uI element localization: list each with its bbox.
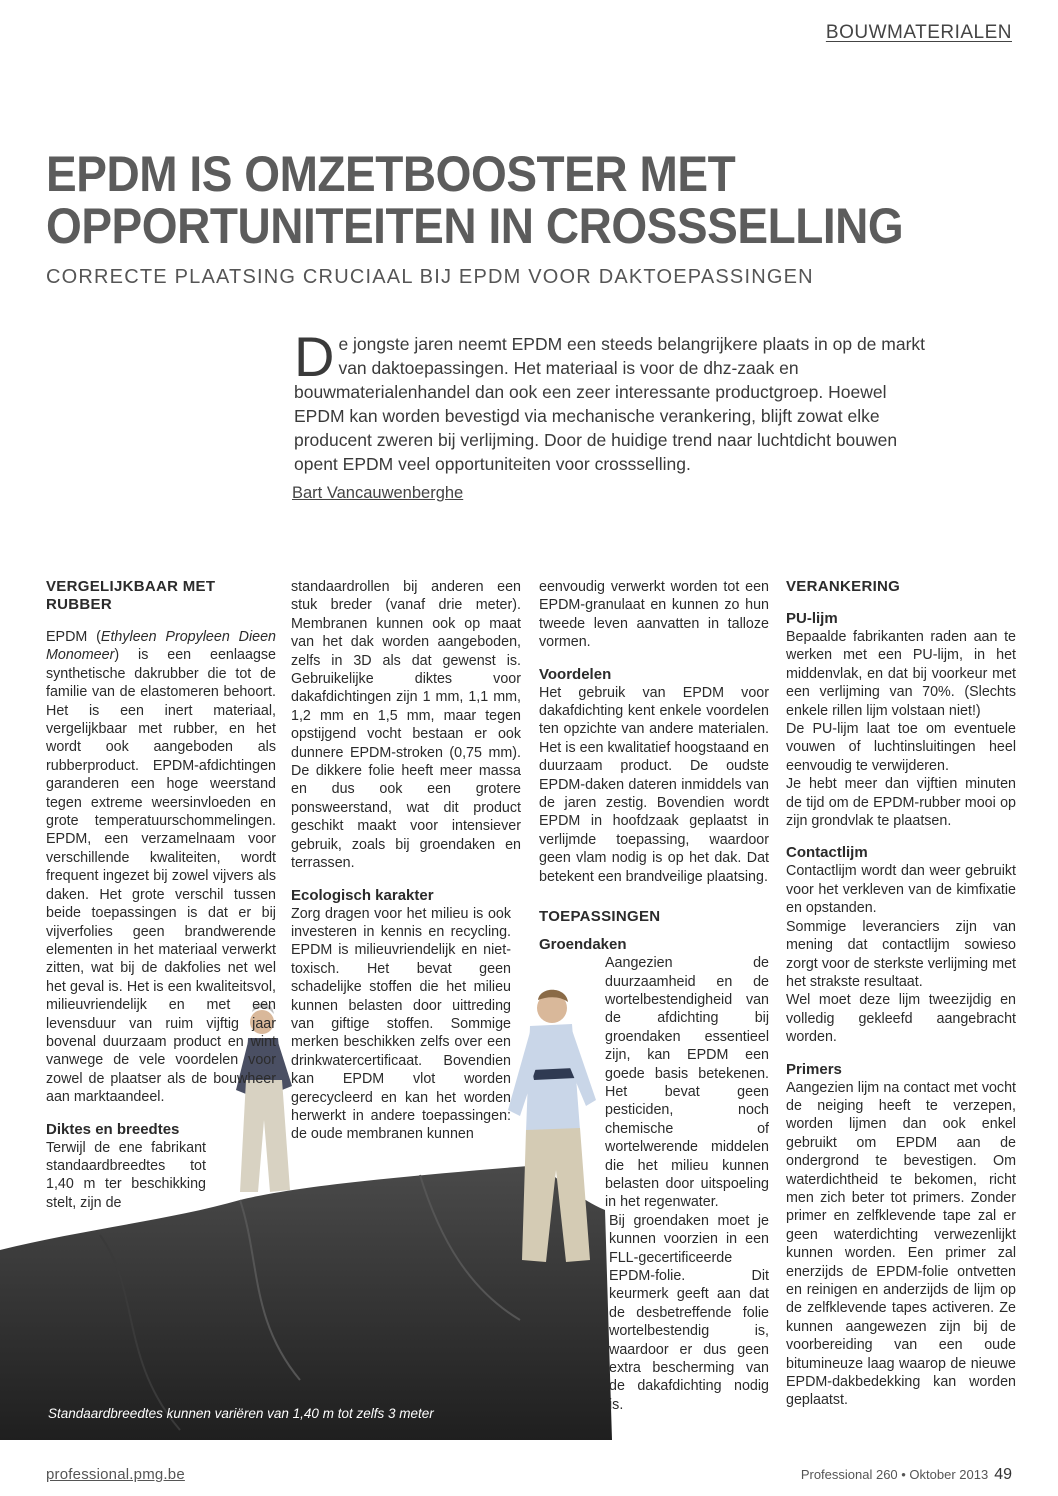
heading-voordelen: Voordelen <box>539 665 612 683</box>
intro-text: e jongste jaren neemt EPDM een steeds belangrijkere plaats in op de markt van daktoepassingen. Het materiaal is voor de dhz-zaak en bouwmaterialenhandel dan ook een zeer interessante productgroep. Hoewel EPDM kan worden bevestigd via mechanische verankering, blijft zowat elke producent zweren bij verlijming. Door de huidige trend naar luchtdicht bouwen opent EPDM veel opportuniteiten voor crossselling. <box>294 334 926 474</box>
paragraph: Zorg dragen voor het milieu is ook investeren in kennis en recycling. EPDM is milieuvriendelijk en niet-toxisch. Het bevat geen schadelijke stoffen die het milieu kunnen belasten door uittreding van giftige stoffen. Sommige merken beschikken zelfs over een drinkwatercertificaat. Bovendien kan EPDM vlot worden gerecycleerd en kan het worden herwerkt in andere toepassingen: de oude membranen kunnen <box>291 905 511 1143</box>
paragraph: Aangezien lijm na contact met vocht de neiging heeft te verzepen, worden lijmen dan ook enkel gebruikt om EPDM aan de ondergrond te bevestigen. Om waterdichtheid te bekomen, richt men zich beter tot primers. Zonder primer en zelfklevende tape zal er geen waterdichting verwezenlijkt kunnen worden. Een primer zal enerzijds de EPDM-folie ontvetten en reinigen en anderzijds de lijm op de zelfklevende tapes activeren. Ze kunnen aangewezen zijn bij de voorbereiding van een oude bitumineuze laag waarop de nieuwe EPDM-dakbedekking kan worden geplaatst. <box>786 1079 1016 1409</box>
author-byline[interactable]: Bart Vancauwenberghe <box>292 484 464 502</box>
heading-contactlijm: Contactlijm <box>786 844 868 862</box>
paragraph: Het gebruik van EPDM voor dakafdichting kent enkele voordelen ten opzichte van andere materialen. Het is een kwalitatief hoogstaand en duurzaam product. De oudste EPDM-daken dateren inmiddels van de jaren zestig. Bovendien wordt EPDM in hoofdzaak geplaatst in verlijmde toepassing, waardoor geen vlam nodig is op het dak. Dat betekent een brandveilige plaatsing. <box>539 684 769 885</box>
paragraph: Je hebt meer dan vijftien minuten de tijd om de EPDM-rubber mooi op zijn grondvlak te plaatsen. <box>786 776 1016 830</box>
heading-toepassingen: TOEPASSINGEN <box>539 908 661 926</box>
paragraph: Bepaalde fabrikanten raden aan te werken met een PU-lijm, in het middenvlak, en dat bij voorkeur met een verlijming van 70%. (Slechts enkele rillen lijm volstaan niet!) <box>786 629 1016 719</box>
section-tag: BOUWMATERIALEN <box>825 22 1012 43</box>
article-subtitle: CORRECTE PLAATSING CRUCIAAL BIJ EPDM VOOR DAKTOEPASSINGEN <box>46 266 814 288</box>
heading-ecologisch: Ecologisch karakter <box>291 886 434 904</box>
paragraph: De PU-lijm laat toe om eventuele vouwen of luchtinsluitingen heel eenvoudig te verwijderen. <box>786 721 1016 774</box>
paragraph: eenvoudig verwerkt worden tot een EPDM-granulaat en kunnen zo hun tweede leven aanvatten in talloze vormen. <box>539 579 769 651</box>
heading-verankering: VERANKERING <box>786 578 901 595</box>
paragraph: Bij groendaken moet je kunnen voorzien in een FLL-gecertificeerde EPDM-folie. Dit keurmerk geeft aan dat de desbetreffende folie wortelbestendig is, waardoor er dus geen extra bescherming van de dakafdichting nodig is. <box>609 1212 769 1413</box>
paragraph: EPDM (Ethyleen Propyleen Dieen Monomeer) is een eenlaagse synthetische dakrubber die tot de familie van de elastomeren behoort. Het is een inert materiaal, vergelijkbaar met rubber, en het wordt ook aangeboden als rubberproduct. EPDM-afdichtingen garanderen een hoge weerstand tegen extreme weersinvloeden en grote temperatuurschommelingen. EPDM, een verzamelnaam voor verschillende kwaliteiten, wordt frequent ingezet bij zowel vijvers als daken. Het grote verschil tussen beide toepassingen is dat er bij vijverfolies geen brandwerende elementen in het materiaal verwerkt zitten, wat bij de dakfolies net wel het geval is. Het is een kwaliteitsvol, milieuvriendelijk en met een levensduur van ruim vijftig jaar bovenal duurzaam product en wint vanwege de vele voordelen voor zowel de plaatser als de bouwheer aan marktaandeel. <box>46 629 276 1106</box>
paragraph: Wel moet deze lijm tweezijdig en volledig gekleefd aangebracht worden. <box>786 992 1016 1046</box>
intro-paragraph <box>294 325 926 476</box>
page-number: 49 <box>994 1466 1012 1483</box>
heading-pu-lijm: PU-lijm <box>786 610 838 627</box>
column-3 <box>539 578 769 1414</box>
epdm-definition: Ethyleen Propyleen Dieen Monomeer <box>46 629 276 664</box>
photo-caption: Standaardbreedtes kunnen variëren van 1,40 m tot zelfs 3 meter <box>48 1406 434 1421</box>
column-2 <box>291 578 521 1144</box>
paragraph: Terwijl de ene fabrikant standaardbreedtes tot 1,40 m ter beschikking stelt, zijn de <box>46 1139 206 1211</box>
issue-info <box>801 1466 1012 1484</box>
heading-primers: Primers <box>786 1060 842 1078</box>
heading-diktes: Diktes en breedtes <box>46 1120 180 1138</box>
issue-label: Professional 260 • Oktober 2013 <box>800 1467 989 1482</box>
paragraph: Sommige leveranciers zijn van mening dat contactlijm sowieso zorgt voor de sterkste verlijming met het strakste resultaat. <box>786 918 1016 990</box>
column-1 <box>46 578 276 1212</box>
article-title: EPDM IS OMZETBOOSTER MET OPPORTUNITEITEN IN CROSSSELLING <box>46 146 904 254</box>
column-4 <box>786 578 1016 1410</box>
website-link[interactable]: professional.pmg.be <box>46 1466 185 1483</box>
paragraph: Aangezien de duurzaamheid en de wortelbestendigheid van de afdichting bij groendaken essentieel zijn, kan EPDM een goede basis betekenen. Het bevat geen pesticiden, noch chemische of wortelwerende middelen die het milieu kunnen belasten door uitspoeling in het regenwater. <box>605 955 769 1211</box>
drop-cap: D <box>294 325 335 388</box>
paragraph: standaardrollen bij anderen een stuk breder (vanaf drie meter). Membranen kunnen ook op maat van het dak worden aangeboden, zelfs in 3D als dat gewenst is. Gebruikelijke diktes voor dakafdichtingen zijn 1 mm, 1,1 mm, 1,2 mm en 1,5 mm, maar tegen opstijgend vocht bestaan er ook dunnere EPDM-stroken (0,75 mm). De dikkere folie heeft meer massa en dus ook een grotere ponsweerstand, wat dit product geschikt maakt voor intensiever gebruik, zoals bij groendaken en terrassen. <box>291 579 521 872</box>
heading-groendaken: Groendaken <box>539 936 627 954</box>
paragraph: Contactlijm wordt dan weer gebruikt voor het verkleven van de kimfixatie en opstanden. <box>786 863 1016 917</box>
heading-vergelijkbaar: VERGELIJKBAAR MET RUBBER <box>46 578 216 613</box>
